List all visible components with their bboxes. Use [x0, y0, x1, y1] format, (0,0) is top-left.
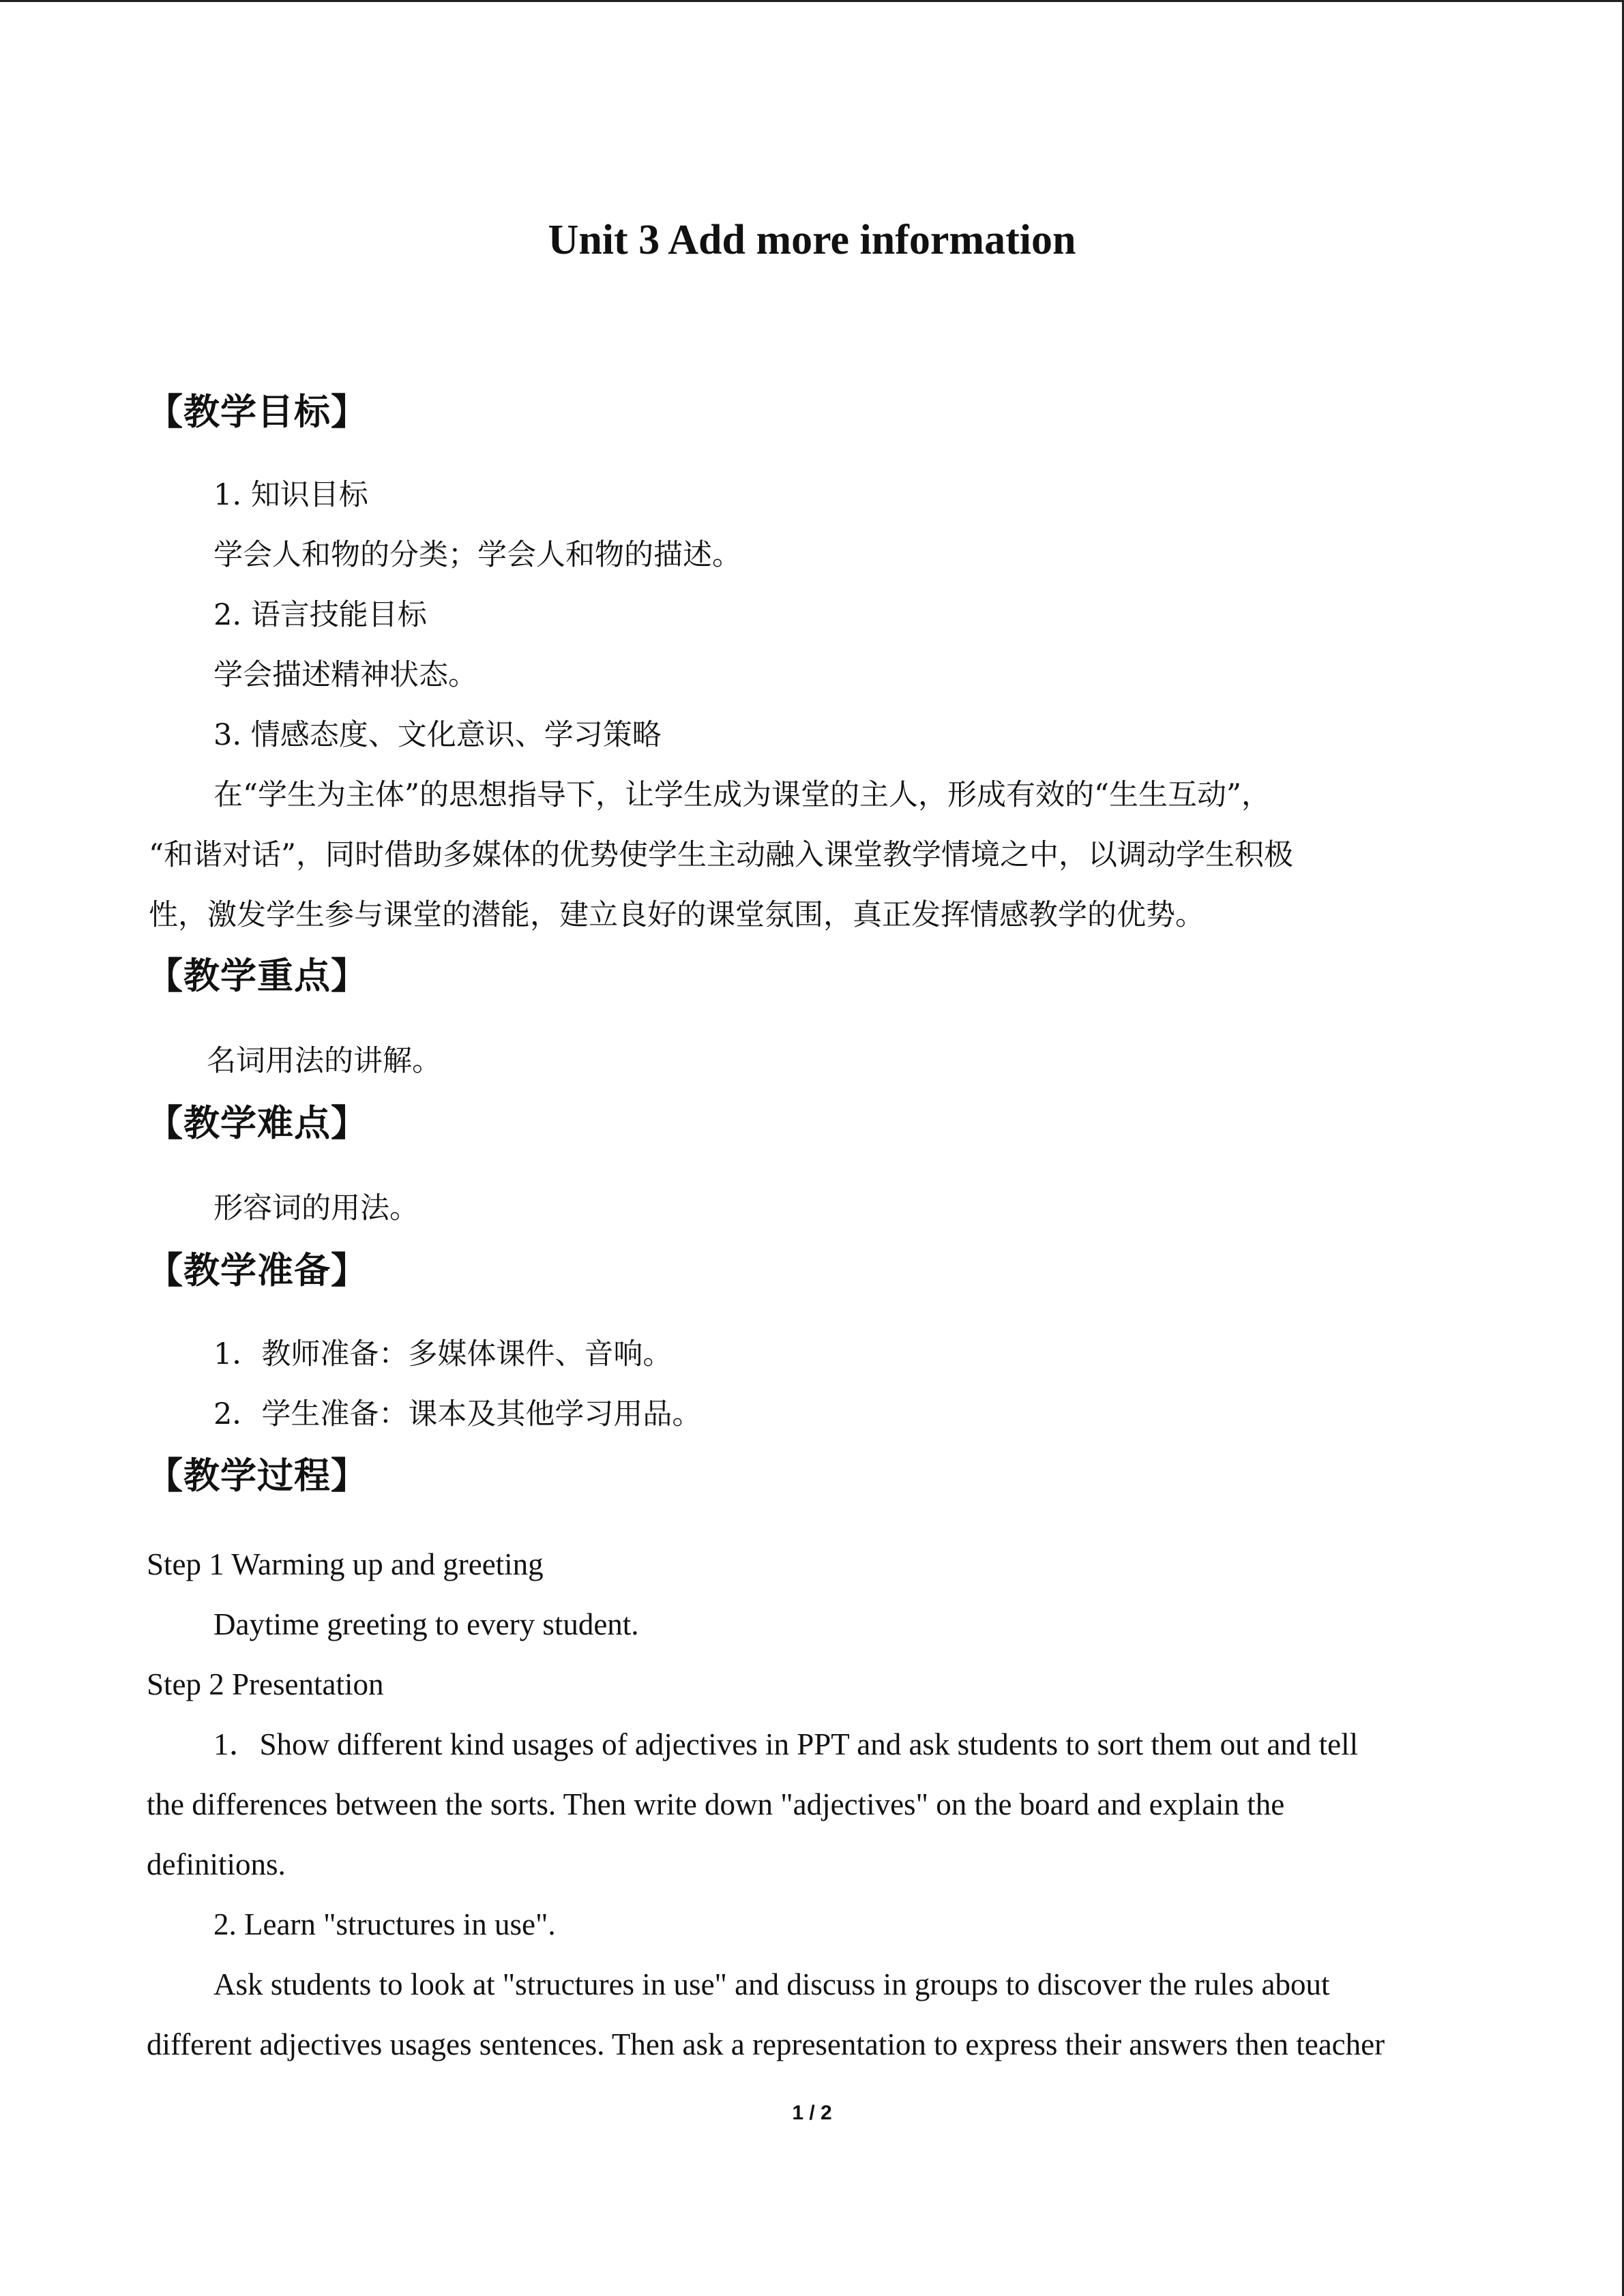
objective-1-title: 1. 知识目标 — [213, 478, 368, 512]
step-2-item-1-line-1: 1．Show different kind usages of adjectives in PPT and ask students to sort them out and tell — [213, 1727, 1359, 1761]
step-2-item-1-line-3: definitions. — [147, 1847, 286, 1881]
difficulties-body: 形容词的用法。 — [213, 1191, 419, 1225]
preparation-item-2: 2．学生准备：课本及其他学习用品。 — [213, 1397, 702, 1431]
objective-3-body-line-1: 在“学生为主体”的思想指导下，让学生成为课堂的主人，形成有效的“生生互动”， — [213, 778, 1271, 812]
objective-2-title: 2. 语言技能目标 — [213, 598, 427, 632]
step-2-item-2-line-2: different adjectives usages sentences. Then ask a representation to express their answers then teacher — [147, 2027, 1385, 2061]
page-number: 1 / 2 — [792, 2102, 832, 2124]
step-2-title: Step 2 Presentation — [147, 1667, 384, 1701]
preparation-item-1: 1．教师准备：多媒体课件、音响。 — [213, 1337, 673, 1371]
heading-preparation: 【教学准备】 — [147, 1250, 368, 1292]
objective-3-title: 3. 情感态度、文化意识、学习策略 — [213, 718, 662, 752]
step-1-title: Step 1 Warming up and greeting — [147, 1547, 544, 1581]
step-2-item-2-title: 2. Learn "structures in use". — [213, 1907, 556, 1941]
objective-3-body-line-2: “和谐对话”，同时借助多媒体的优势使学生主动融入课堂教学情境之中，以调动学生积极 — [149, 838, 1293, 872]
heading-process: 【教学过程】 — [147, 1455, 368, 1497]
step-2-item-1-line-2: the differences between the sorts. Then write down "adjectives" on the board and explain the — [147, 1787, 1285, 1821]
step-1-body: Daytime greeting to every student. — [213, 1607, 639, 1641]
heading-key-points: 【教学重点】 — [147, 955, 368, 997]
objective-3-body-line-3: 性，激发学生参与课堂的潜能，建立良好的课堂氛围，真正发挥情感教学的优势。 — [149, 898, 1205, 932]
heading-difficulties: 【教学难点】 — [147, 1103, 368, 1144]
page-border-top — [0, 0, 1624, 2]
step-2-item-2-line-1: Ask students to look at "structures in use" and discuss in groups to discover the rules about — [213, 1967, 1330, 2001]
objective-1-body: 学会人和物的分类；学会人和物的描述。 — [213, 538, 741, 572]
objective-2-body: 学会描述精神状态。 — [213, 658, 477, 692]
heading-objectives: 【教学目标】 — [147, 391, 368, 433]
key-points-body: 名词用法的讲解。 — [207, 1044, 441, 1078]
document-title: Unit 3 Add more information — [548, 217, 1076, 263]
